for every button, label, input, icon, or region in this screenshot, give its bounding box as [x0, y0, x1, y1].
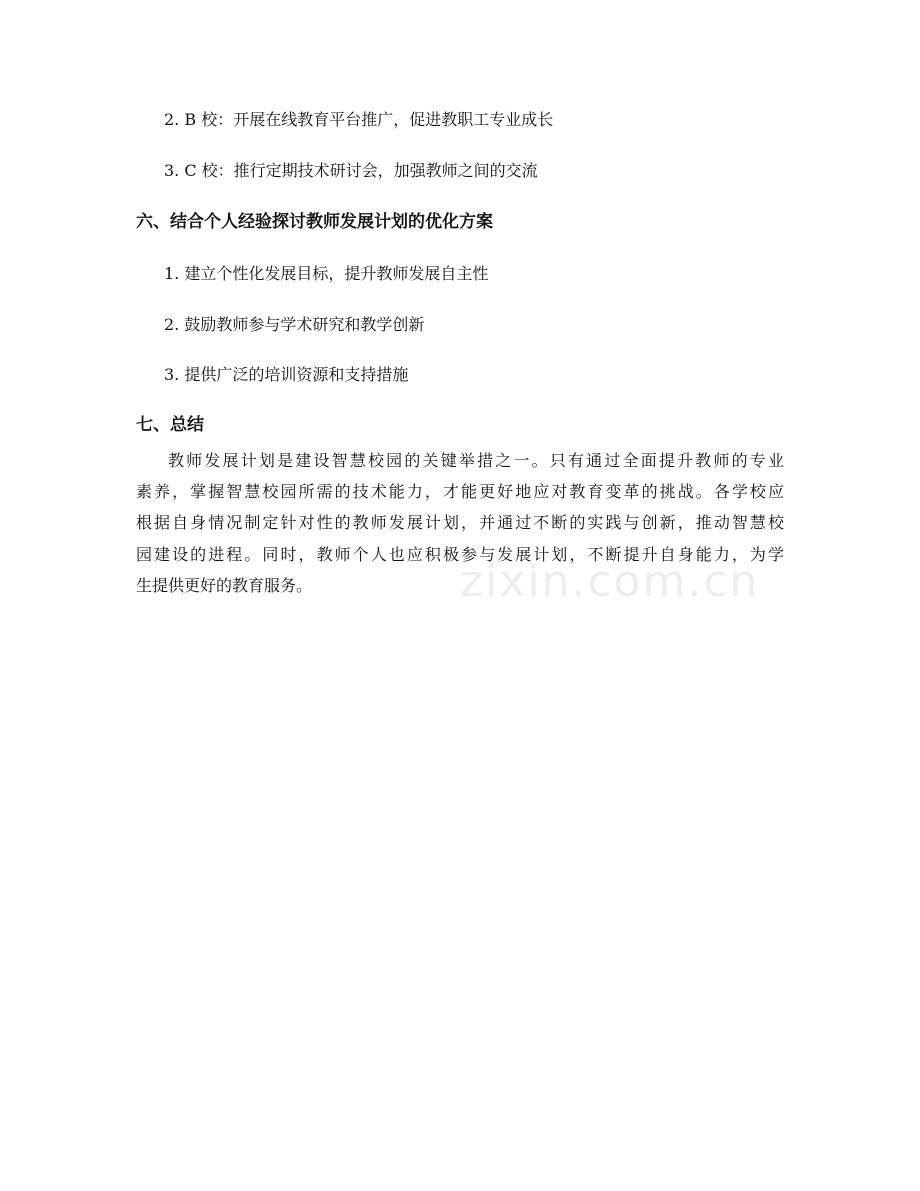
paragraph-line: 教师发展计划是建设智慧校园的关键举措之一。只有通过全面提升教师的专业	[168, 451, 784, 470]
list-item: 3. 提供广泛的培训资源和支持措施	[164, 365, 409, 384]
paragraph-line: 园建设的进程。同时，教师个人也应积极参与发展计划，不断提升自身能力，为学	[136, 544, 784, 564]
list-item: 1. 建立个性化发展目标，提升教师发展自主性	[164, 264, 489, 283]
paragraph-line: 根据自身情况制定针对性的教师发展计划，并通过不断的实践与创新，推动智慧校	[136, 513, 784, 533]
list-item: 2. B 校：开展在线教育平台推广，促进教职工专业成长	[164, 110, 554, 129]
paragraph-line: 生提供更好的教育服务。	[136, 575, 313, 595]
list-item: 2. 鼓励教师参与学术研究和教学创新	[164, 315, 425, 334]
section-heading: 六、结合个人经验探讨教师发展计划的优化方案	[136, 212, 493, 232]
paragraph-line: 素养，掌握智慧校园所需的技术能力，才能更好地应对教育变革的挑战。各学校应	[136, 482, 784, 502]
watermark: zixin.com.cn	[460, 556, 760, 607]
section-heading: 七、总结	[136, 415, 204, 435]
list-item: 3. C 校：推行定期技术研讨会，加强教师之间的交流	[164, 161, 538, 180]
summary-paragraph	[136, 445, 784, 601]
